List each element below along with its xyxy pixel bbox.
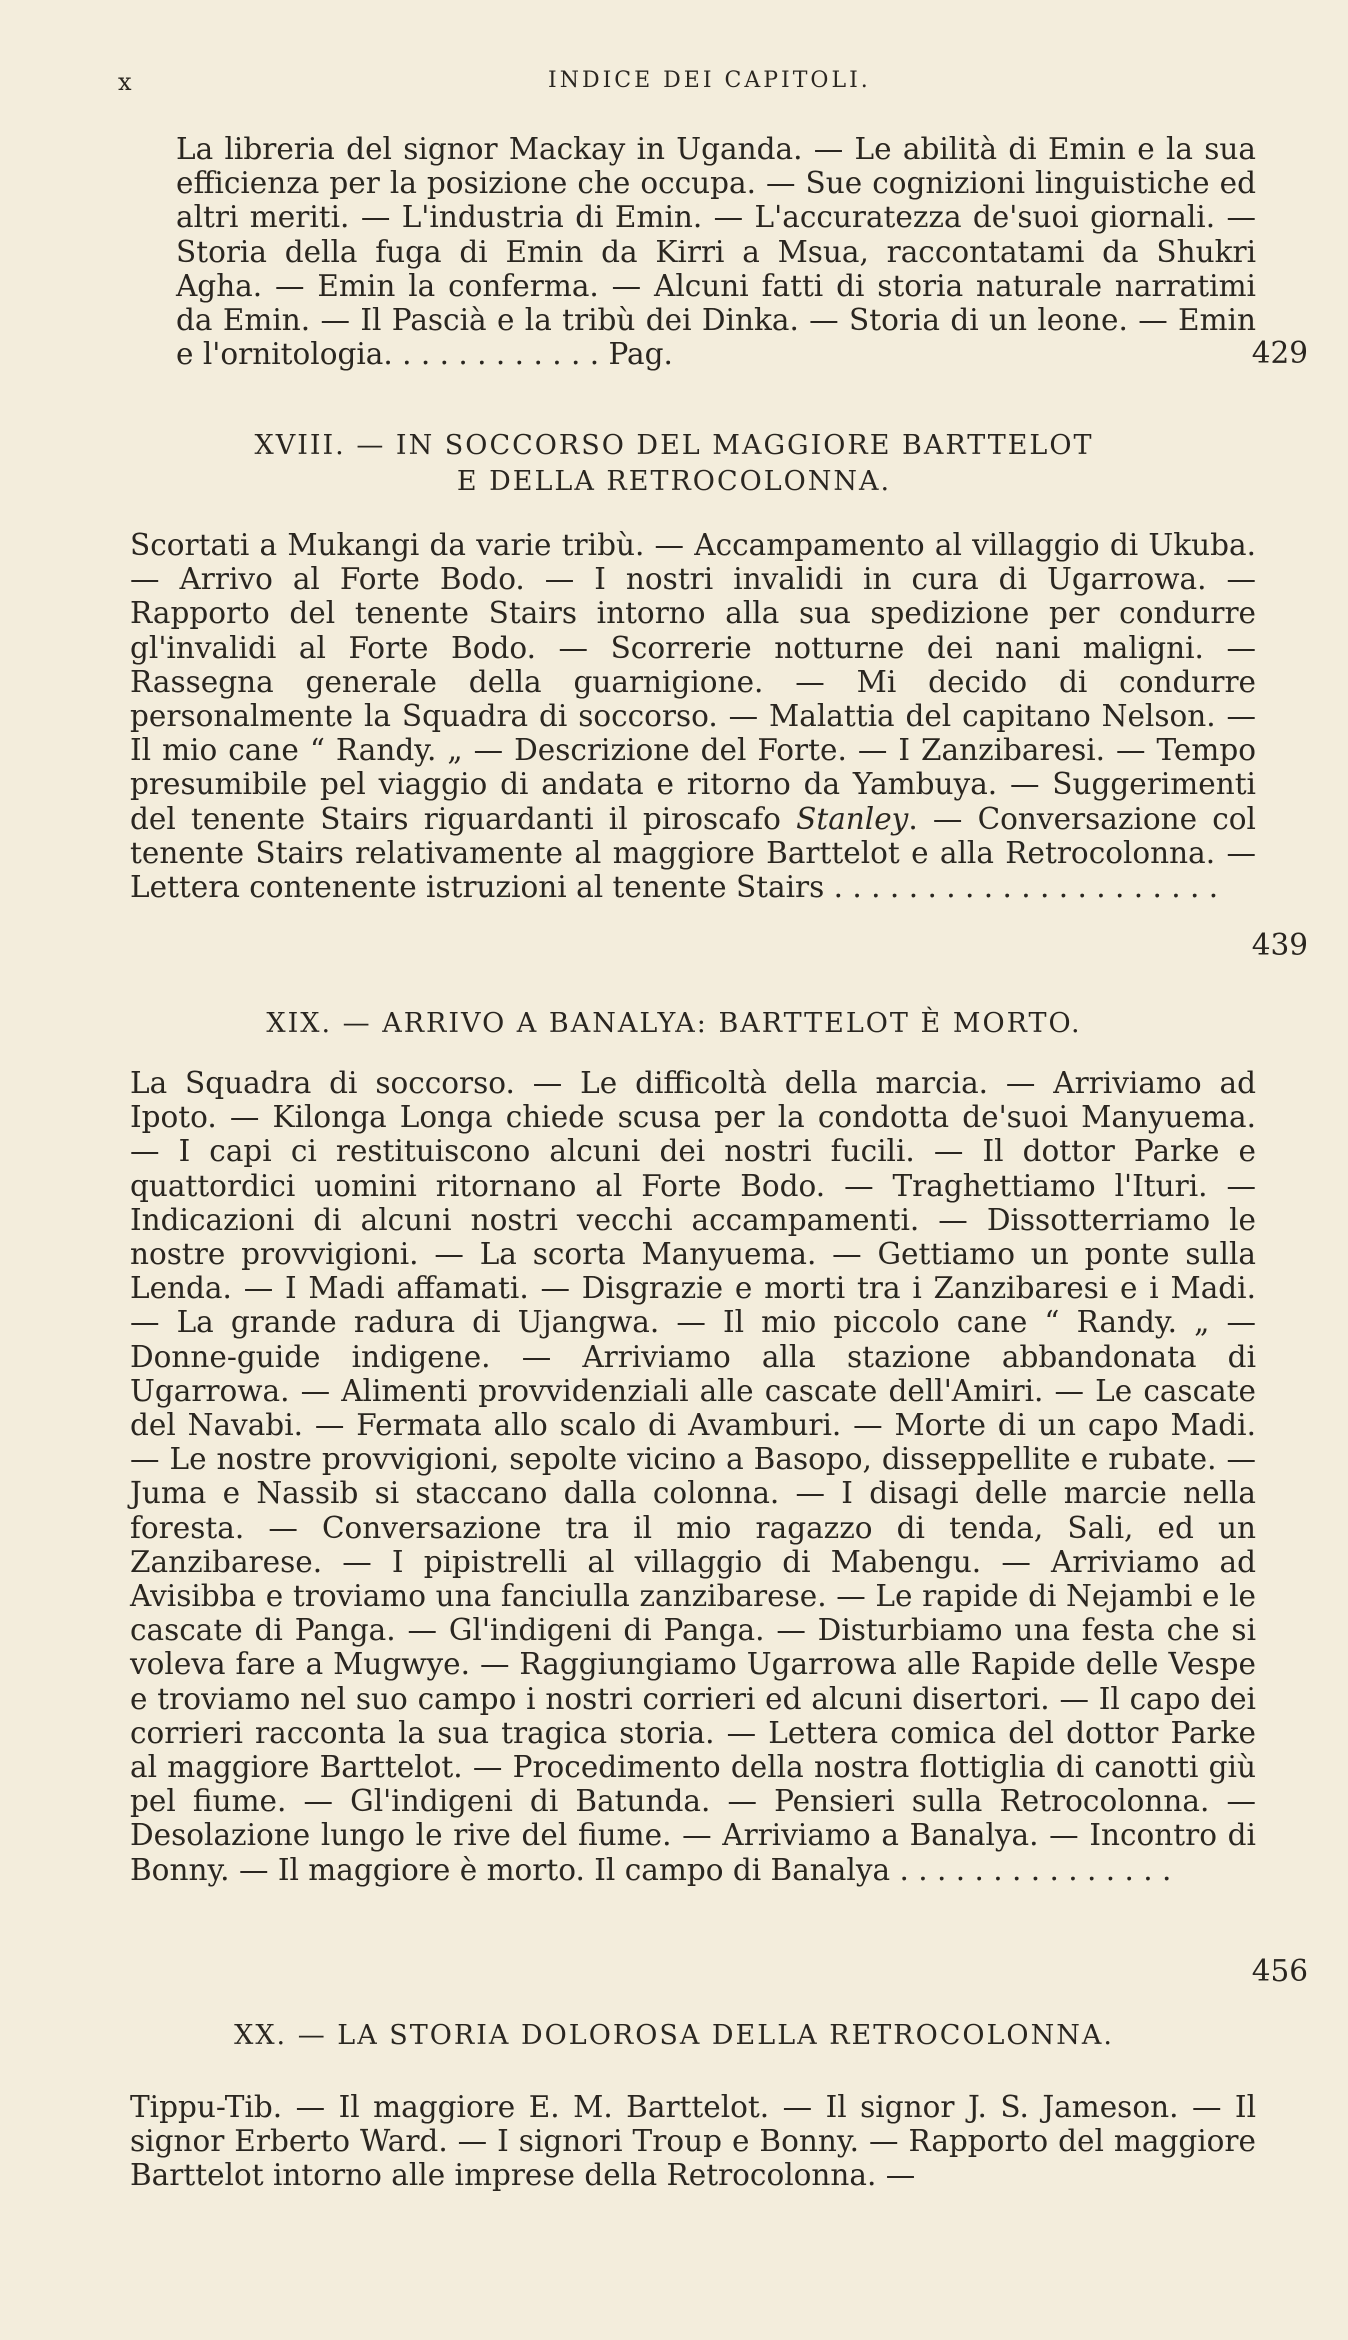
page-number: x — [118, 68, 133, 96]
summary-text: Tippu-Tib. — Il maggiore E. M. Barttelot. — Il signor J. S. Jameson. — Il signor Erberto Ward. — I signori Troup e Bonny. — Rapporto del maggiore Barttelot intorno alle imprese della Retrocolonna. — — [130, 2090, 1256, 2193]
summary-paragraph — [176, 132, 1256, 371]
chapter-xix — [0, 1006, 1348, 1042]
dot-leader: . . . . . . . . . . . . . . . . . . . . . — [824, 870, 1219, 905]
chapter-heading-line1: XIX. — ARRIVO A BANALYA: BARTTELOT È MORTO. — [266, 1008, 1082, 1039]
section-continuation — [0, 132, 1348, 371]
summary-paragraph — [130, 2090, 1256, 2193]
summary-paragraph — [130, 528, 1256, 904]
chapter-xviii — [0, 428, 1348, 500]
summary-text: La Squadra di soccorso. — Le difficoltà della marcia. — Arriviamo ad Ipoto. — Kilonga Longa chiede scusa per la condotta de'suoi Manyuema. — I capi ci restituiscono alcuni dei nostri fucili. — Il dottor Parke e quattordici uomini ritornano al Forte Bodo. — Traghettiamo l'Ituri. — Indicazioni di alcuni nostri vecchi accampamenti. — Dissotterriamo le nostre provvigioni. — La scorta Manyuema. — Gettiamo un ponte sulla Lenda. — I Madi affamati. — Disgrazie e morti tra i Zanzibaresi e i Madi. — La grande radura di Ujangwa. — Il mio piccolo cane “ Randy. „ — Donne-guide indigene. — Arriviamo alla stazione abbandonata di Ugarrowa. — Alimenti provvidenziali alle cascate dell'Amiri. — Le cascate del Navabi. — Fermata allo scalo di Avamburi. — Morte di un capo Madi. — Le nostre provvigioni, sepolte vicino a Basopo, disseppellite e rubate. — Juma e Nassib si staccano dalla colonna. — I disagi delle marcie nella foresta. — Conversazione tra il mio ragazzo di tenda, Sali, ed un Zanzibarese. — I pipistrelli al villaggio di Mabengu. — Arriviamo ad Avisibba e troviamo una fanciulla zanzibarese. — Le rapide di Nejambi e le cascate di Panga. — Gl'indigeni di Panga. — Disturbiamo una festa che si voleva fare a Mugwye. — Raggiungiamo Ugarrowa alle Rapide delle Vespe e troviamo nel suo campo i nostri corrieri ed alcuni disertori. — Il capo dei corrieri racconta la sua tragica storia. — Lettera comica del dottor Parke al maggiore Barttelot. — Procedimento della nostra flottiglia di canotti giù pel fiume. — Gl'indigeni di Batunda. — Pensieri sulla Retrocolonna. — Desolazione lungo le rive del fiume. — Arriviamo a Banalya. — Incontro di Bonny. — Il maggiore è morto. Il campo di Banalya — [130, 1066, 1256, 1887]
page-reference: 456 — [1251, 1954, 1308, 1988]
chapter-xviii-summary — [0, 528, 1348, 962]
chapter-xx-summary — [0, 2090, 1348, 2193]
running-title: INDICE DEI CAPITOLI. — [548, 68, 871, 93]
page-reference: 439 — [1251, 928, 1308, 962]
chapter-xx — [0, 2018, 1348, 2054]
summary-text: Scortati a Mukangi da varie tribù. — Accampamento al villaggio di Ukuba. — Arrivo al Forte Bodo. — I nostri invalidi in cura di Ugarrowa. — Rapporto del tenente Stairs intorno alla sua spedizione per condurre gl'invalidi al Forte Bodo. — Scorrerie notturne dei nani maligni. — Rassegna generale della guarnigione. — Mi decido di condurre personalmente la Squadra di soccorso. — Malattia del capitano Nelson. — Il mio cane “ Randy. „ — Descrizione del Forte. — I Zanzibaresi. — Tempo presumibile pel viaggio di andata e ritorno da Yambuya. — Suggerimenti del tenente Stairs riguardanti il piroscafo — [130, 528, 1256, 836]
dot-leader: . . . . . . . . . . . — [392, 337, 609, 372]
chapter-heading-line1: XX. — LA STORIA DOLOROSA DELLA RETROCOLONNA. — [234, 2020, 1114, 2051]
summary-paragraph — [130, 1066, 1256, 1887]
summary-text-continued: . — Conversazione col tenente Stairs relativamente al maggiore Barttelot e alla Retrocolonna. — Lettera contenente istruzioni al tenente Stairs — [130, 801, 1256, 905]
page-reference: 429 — [1251, 336, 1308, 370]
ship-name: Stanley — [796, 801, 909, 836]
summary-text: La libreria del signor Mackay in Uganda. — Le abilità di Emin e la sua efficienza per la posizione che occupa. — Sue cognizioni linguistiche ed altri meriti. — L'industria di Emin. — L'accuratezza de'suoi giornali. — Storia della fuga di Emin da Kirri a Msua, raccontatami da Shukri Agha. — Emin la conferma. — Alcuni fatti di storia naturale narratimi da Emin. — Il Pascià e la tribù dei Dinka. — Storia di un leone. — Emin e l'ornitologia. — [176, 132, 1256, 372]
page-label: Pag. — [608, 337, 673, 372]
chapter-xix-summary — [0, 1066, 1348, 1988]
dot-leader: . . . . . . . . . . . . . . . — [890, 1852, 1172, 1887]
chapter-heading-line1: XVIII. — IN SOCCORSO DEL MAGGIORE BARTTELOT — [254, 430, 1094, 461]
running-header — [0, 68, 1348, 102]
chapter-heading-line2: E DELLA RETROCOLONNA. — [456, 466, 892, 497]
